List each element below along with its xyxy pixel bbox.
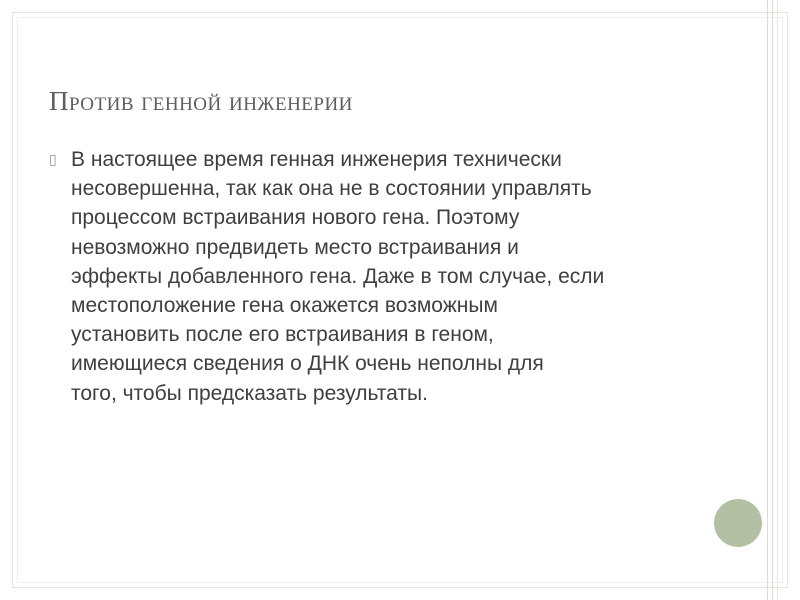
empty-square-icon: ▯ bbox=[49, 152, 57, 168]
slide-content bbox=[49, 145, 729, 408]
paragraph-line: местоположение гена окажется возможным bbox=[71, 294, 498, 318]
paragraph-line: невозможно предвидеть место встраивания и bbox=[71, 235, 519, 259]
paragraph-line: процессом встраивания нового гена. Поэтому bbox=[71, 206, 520, 230]
right-decorative-rule bbox=[767, 0, 768, 600]
paragraph-line: несовершенна, так как она не в состоянии управлять bbox=[71, 177, 592, 201]
decorative-circle bbox=[714, 499, 762, 547]
paragraph-line: эффекты добавленного гена. Даже в том случае, если bbox=[71, 264, 605, 288]
slide-title: Против генной инженерии bbox=[49, 86, 353, 116]
paragraph-line: того, чтобы предсказать результаты. bbox=[71, 381, 428, 405]
bullet-item bbox=[49, 145, 729, 408]
right-decorative-rule bbox=[777, 0, 778, 600]
paragraph-line: В настоящее время генная инженерия технически bbox=[71, 148, 562, 171]
paragraph-line: имеющиеся сведения о ДНК очень неполны для bbox=[71, 352, 544, 376]
bullet-paragraph bbox=[71, 145, 604, 408]
paragraph-line: установить после его встраивания в геном, bbox=[71, 323, 494, 347]
right-decorative-rule bbox=[772, 0, 773, 600]
